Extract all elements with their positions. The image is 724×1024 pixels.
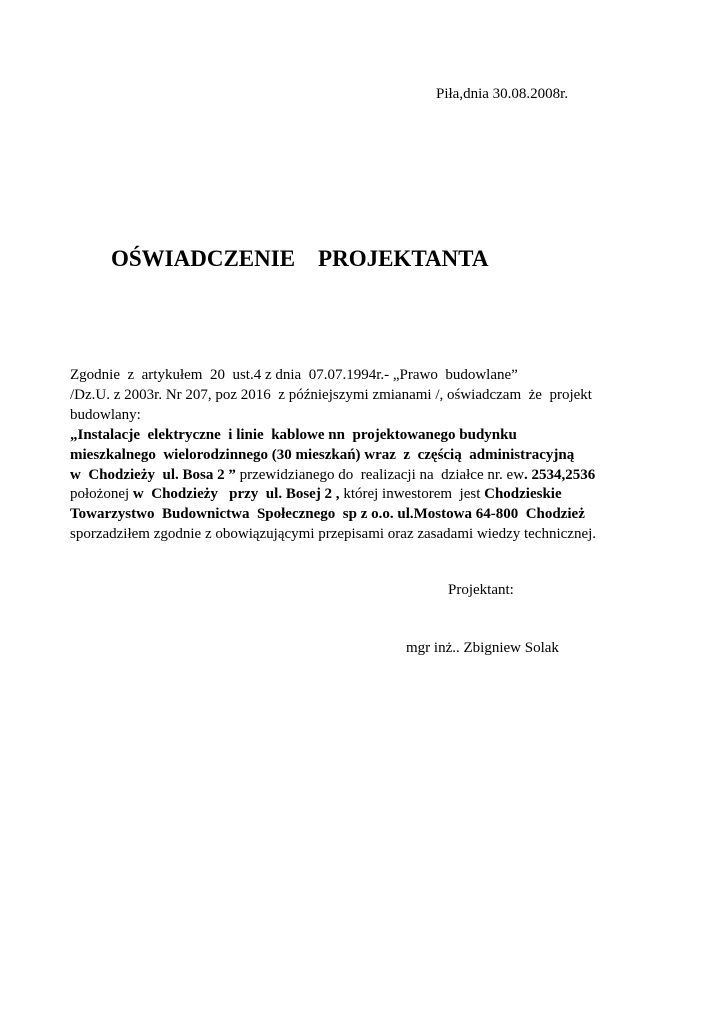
- statement-line: budowlany:: [70, 406, 141, 423]
- place-date: Piła,dnia 30.08.2008r.: [436, 86, 569, 102]
- statement-text: położonej: [70, 486, 133, 503]
- statement-text: przewidzianego do realizacji na działce nr. ew: [235, 466, 525, 483]
- plot-numbers: . 2534,2536: [524, 466, 596, 483]
- statement-line: [70, 485, 690, 505]
- investor-name: Chodzieskie: [484, 486, 562, 503]
- investor-name-line: Towarzystwo Budownictwa Społecznego sp z o.o. ul.Mostowa 64-800 Chodzież: [70, 506, 585, 523]
- statement-line: [70, 466, 690, 486]
- statement-line: Zgodnie z artykułem 20 ust.4 z dnia 07.07.1994r.- „Prawo budowlane”: [70, 367, 518, 383]
- document-title: OŚWIADCZENIE PROJEKTANTA: [111, 246, 489, 271]
- statement-line: /Dz.U. z 2003r. Nr 207, poz 2016 z późniejszymi zmianami /, oświadczam że projekt: [70, 386, 592, 403]
- project-location: w Chodzieży ul. Bosa 2 ”: [70, 466, 236, 483]
- site-address: w Chodzieży przy ul. Bosej 2 ,: [132, 486, 340, 503]
- project-name-line: mieszkalnego wielorodzinnego (30 mieszkań) wraz z częścią administracyjną: [70, 446, 575, 463]
- statement-line: sporzadziłem zgodnie z obowiązującymi przepisami oraz zasadami wiedzy technicznej.: [70, 526, 597, 543]
- designer-name: mgr inż.. Zbigniew Solak: [406, 640, 559, 656]
- designer-label: Projektant:: [448, 582, 514, 598]
- project-name-line: „Instalacje elektryczne i linie kablowe nn projektowanego budynku: [70, 426, 517, 443]
- statement-body: [70, 366, 690, 545]
- statement-text: której inwestorem jest: [339, 486, 485, 503]
